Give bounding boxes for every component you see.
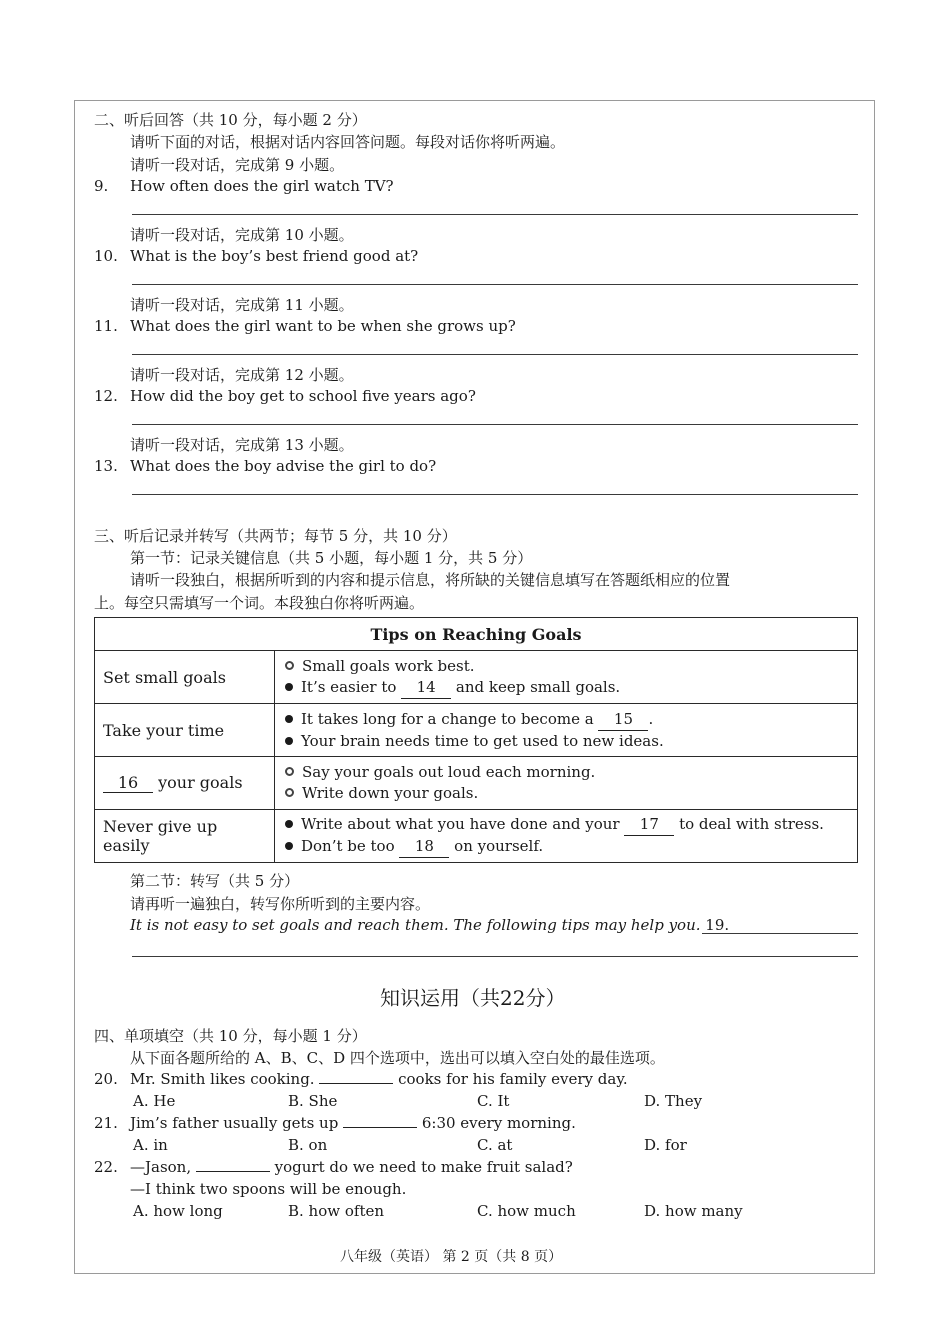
question-number: 19. [705,916,730,934]
question-lead: 请听一段对话，完成第 10 小题。 [130,226,354,244]
prompt-text: It is not easy to set goals and reach them. The following tips may help you. [130,916,701,934]
option-b[interactable]: B. She [288,1092,338,1110]
question-lead: 请听一段对话，完成第 13 小题。 [130,436,354,454]
answer-line-19-cont[interactable] [132,956,858,957]
answer-line-13[interactable] [132,494,858,495]
question-text: How did the boy get to school five years ago? [130,387,476,405]
option-a[interactable]: A. in [133,1136,168,1154]
answer-line-11[interactable] [132,354,858,355]
question-text: cooks for his family every day. [393,1070,628,1088]
part-2-instruction: 请再听一遍独白，转写你所听到的主要内容。 [130,895,431,913]
tip-text: Say your goals out loud each morning. [302,763,596,781]
answer-line-10[interactable] [132,284,858,285]
question-9 [94,177,394,195]
blank-16[interactable]: 16 [103,773,153,793]
question-22-reply: —I think two spoons will be enough. [130,1180,407,1198]
section-4-instruction: 从下面各题所给的 A、B、C、D 四个选项中，选出可以填入空白处的最佳选项。 [130,1049,665,1067]
circle-bullet-icon [285,661,294,670]
circle-bullet-icon [285,767,294,776]
option-d[interactable]: D. They [644,1092,703,1110]
bullet-icon [285,683,293,691]
blank-15[interactable]: 15 [598,709,648,731]
bullet-icon [285,842,293,850]
answer-line-12[interactable] [132,424,858,425]
part-2-prompt [130,916,729,934]
part-1-instruction-cont: 上。每空只需填写一个词。本段独白你将听两遍。 [94,594,425,612]
question-number: 12. [94,387,118,405]
option-b[interactable]: B. on [288,1136,328,1154]
question-text: How often does the girl watch TV? [130,177,394,195]
question-lead: 请听一段对话，完成第 9 小题。 [130,156,345,174]
answer-line-9[interactable] [132,214,858,215]
question-number: 11. [94,317,118,335]
row-label: Never give up easily [95,810,275,863]
question-text: What is the boy’s best friend good at? [130,247,419,265]
table-row [95,704,858,757]
question-text: What does the girl want to be when she grows up? [130,317,516,335]
question-text: Mr. Smith likes cooking. [130,1070,320,1088]
question-22 [94,1158,573,1176]
option-c[interactable]: C. how much [477,1202,576,1220]
question-12 [94,387,476,405]
tip-text: It takes long for a change to become a [301,709,599,728]
circle-bullet-icon [285,788,294,797]
blank-21[interactable] [343,1127,417,1128]
question-11 [94,317,516,335]
blank-22[interactable] [196,1171,270,1172]
section-2-title: 二、听后回答（共 10 分，每小题 2 分） [94,111,367,129]
bullet-icon [285,737,293,745]
page-footer: 八年级（英语） 第 2 页（共 8 页） [340,1249,563,1265]
table-row [95,651,858,704]
tip-text: on yourself. [449,837,544,855]
row-content [275,757,858,810]
option-a[interactable]: A. how long [133,1202,223,1220]
option-b[interactable]: B. how often [288,1202,385,1220]
table-row [95,810,858,863]
question-21 [94,1114,576,1132]
part-1-title: 第一节：记录关键信息（共 5 小题，每小题 1 分，共 5 分） [130,549,533,567]
blank-18[interactable]: 18 [399,836,449,858]
section-2-instruction: 请听下面的对话，根据对话内容回答问题。每段对话你将听两遍。 [130,133,566,151]
tip-text: and keep small goals. [451,677,621,696]
tip-text: Write about what you have done and your [301,815,625,833]
question-number: 9. [94,177,109,195]
tip-text: Your brain needs time to get used to new ideas. [301,731,664,750]
question-text: —Jason, [130,1158,196,1176]
question-20 [94,1070,628,1088]
tip-text: to deal with stress. [674,815,824,833]
question-number: 20. [94,1070,118,1088]
section-3-title: 三、听后记录并转写（共两节；每节 5 分，共 10 分） [94,527,457,545]
option-c[interactable]: C. It [477,1092,510,1110]
table-row [95,757,858,810]
tip-text: Small goals work best. [302,656,475,675]
tips-table [94,617,858,863]
question-number: 13. [94,457,118,475]
question-text: 6:30 every morning. [417,1114,576,1132]
question-number: 22. [94,1158,118,1176]
tip-text: Don’t be too [301,837,400,855]
question-number: 21. [94,1114,118,1132]
bullet-icon [285,820,293,828]
part-1-instruction: 请听一段独白，根据所听到的内容和提示信息，将所缺的关键信息填写在答题纸相应的位置 [130,571,731,589]
blank-17[interactable]: 17 [624,814,674,836]
row-label-text: your goals [153,773,243,792]
answer-line-19[interactable] [702,933,858,934]
part-2-title: 第二节：转写（共 5 分） [130,872,300,890]
option-c[interactable]: C. at [477,1136,513,1154]
row-label [95,757,275,810]
question-lead: 请听一段对话，完成第 11 小题。 [130,296,354,314]
row-label: Set small goals [95,651,275,704]
row-label: Take your time [95,704,275,757]
row-content [275,810,858,863]
bullet-icon [285,715,293,723]
option-d[interactable]: D. how many [644,1202,743,1220]
question-lead: 请听一段对话，完成第 12 小题。 [130,366,354,384]
section-4-title: 四、单项填空（共 10 分，每小题 1 分） [94,1027,367,1045]
tip-text: . [648,709,654,728]
blank-20[interactable] [319,1083,393,1084]
row-content [275,704,858,757]
question-10 [94,247,418,265]
question-text: What does the boy advise the girl to do? [130,457,437,475]
question-number: 10. [94,247,118,265]
row-content [275,651,858,704]
question-13 [94,457,436,475]
question-text: Jim’s father usually gets up [130,1114,344,1132]
tip-text: Write down your goals. [302,784,479,802]
blank-14[interactable]: 14 [401,677,451,699]
part-heading: 知识运用（共22分） [380,986,566,1010]
question-text: yogurt do we need to make fruit salad? [269,1158,573,1176]
tip-text: It’s easier to [301,677,402,696]
option-a[interactable]: A. He [133,1092,176,1110]
option-d[interactable]: D. for [644,1136,687,1154]
table-title: Tips on Reaching Goals [95,618,858,651]
